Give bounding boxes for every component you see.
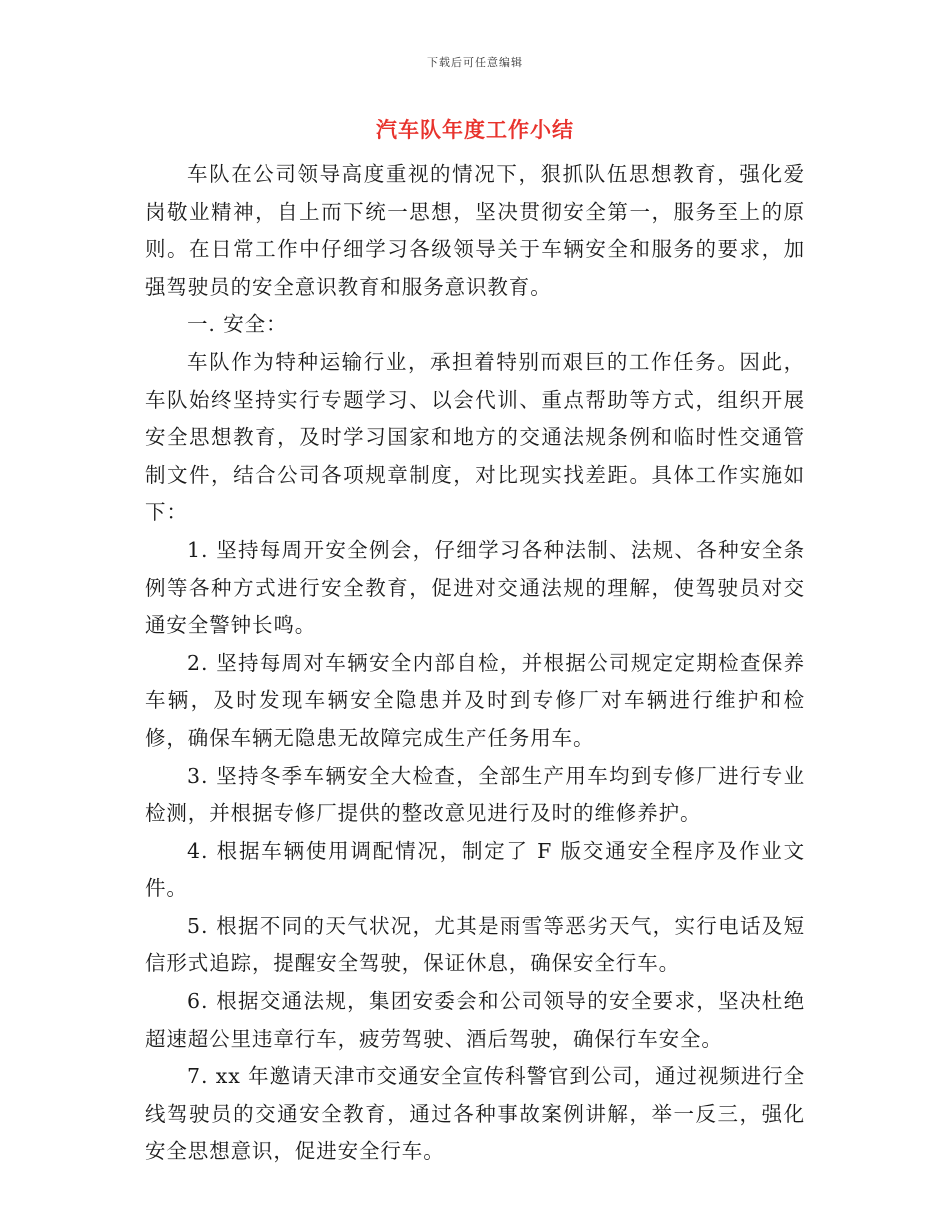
list-item-3: 3. 坚持冬季车辆安全大检查，全部生产用车均到专修厂进行专业检测，并根据专修厂提供的整改意见进行及时的维修养护。 [145,763,805,826]
list-item-7: 7. xx 年邀请天津市交通安全宣传科警官到公司，通过视频进行全线驾驶员的交通安全教育，通过各种事故案例讲解，举一反三，强化安全思想意识，促进安全行车。 [145,1064,805,1164]
intro-paragraph: 车队在公司领导高度重视的情况下，狠抓队伍思想教育，强化爱岗敬业精神，自上而下统一思想，坚决贯彻安全第一，服务至上的原则。在日常工作中仔细学习各级领导关于车辆安全和服务的要求，加强驾驶员的安全意识教育和服务意识教育。 [145,162,805,299]
list-item-6: 6. 根据交通法规，集团安委会和公司领导的安全要求，坚决杜绝超速超公里违章行车，疲劳驾驶、酒后驾驶，确保行车安全。 [145,989,805,1051]
list-item-4: 4. 根据车辆使用调配情况，制定了 F 版交通安全程序及作业文件。 [145,838,805,901]
list-item-5: 5. 根据不同的天气状况，尤其是雨雪等恶劣天气，实行电话及短信形式追踪，提醒安全驾驶，保证休息，确保安全行车。 [145,913,805,976]
document-title: 汽车队年度工作小结 [376,117,574,142]
list-item-2: 2. 坚持每周对车辆安全内部自检，并根据公司规定定期检查保养车辆，及时发现车辆安全隐患并及时到专修厂对车辆进行维护和检修，确保车辆无隐患无故障完成生产任务用车。 [145,650,805,750]
safety-paragraph: 车队作为特种运输行业，承担着特别而艰巨的工作任务。因此，车队始终坚持实行专题学习、以会代训、重点帮助等方式，组织开展安全思想教育，及时学习国家和地方的交通法规条例和临时性交通管制文件，结合公司各项规章制度，对比现实找差距。具体工作实施如下： [145,349,805,525]
section-heading-safety: 一. 安全： [187,312,288,337]
header-note: 下载后可任意编辑 [427,56,523,69]
document-body [145,156,805,1171]
list-item-1: 1. 坚持每周开安全例会，仔细学习各种法制、法规、各种安全条例等各种方式进行安全教育，促进对交通法规的理解，使驾驶员对交通安全警钟长鸣。 [145,537,805,638]
